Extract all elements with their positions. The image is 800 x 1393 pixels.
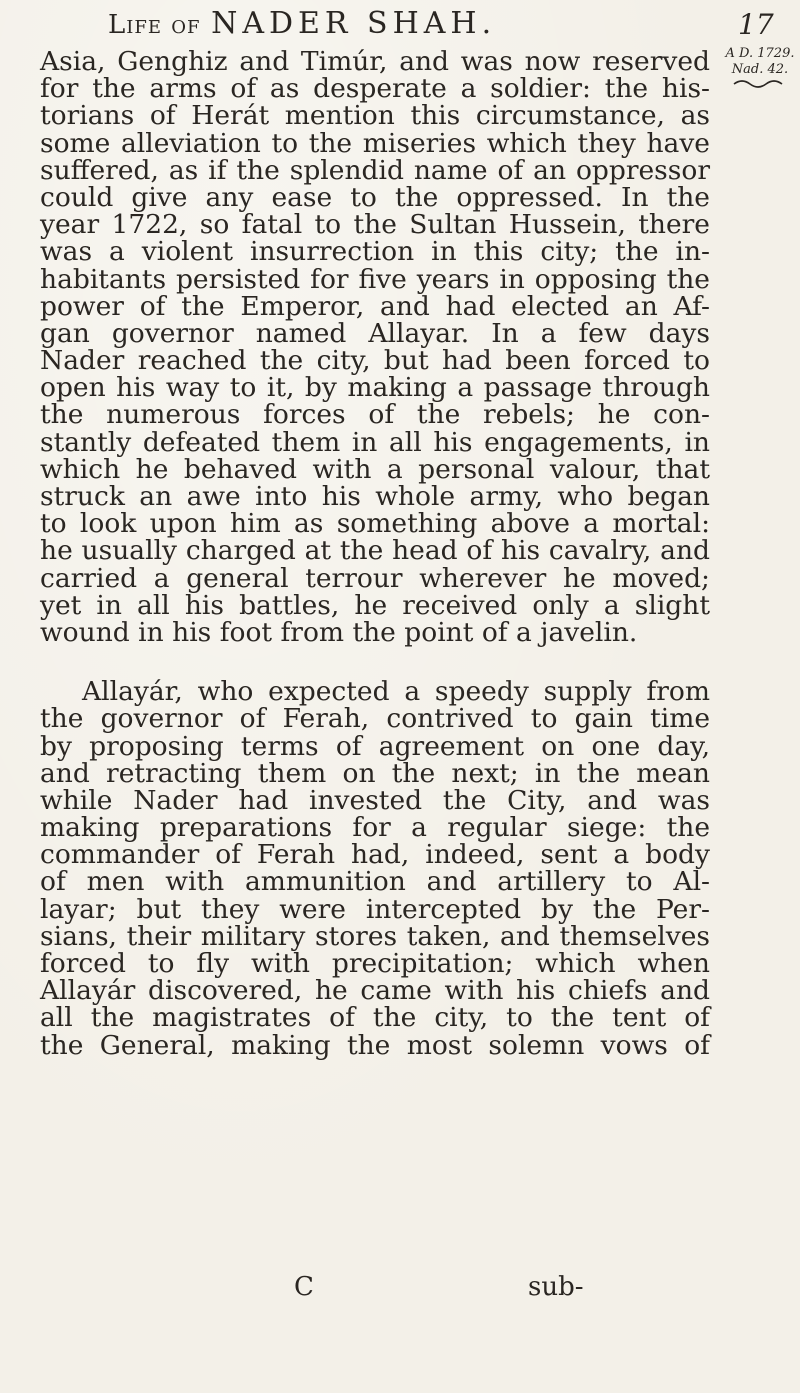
text-line: was a violent insurrection in this city; the in-: [40, 236, 710, 268]
text-line: commander of Ferah had, indeed, sent a body: [40, 839, 710, 871]
text-line: stantly defeated them in all his engagements, in: [40, 426, 710, 458]
text-line: suffered, as if the splendid name of an oppressor: [40, 154, 710, 186]
text-line: for the arms of as desperate a soldier: the his-: [40, 73, 710, 105]
text-line: Allayár, who expected a speedy supply from: [82, 676, 710, 708]
paragraph-gap: [40, 646, 710, 678]
text-line: Nader reached the city, but had been forced to: [40, 345, 710, 377]
margin-note: [724, 46, 796, 90]
text-line: some alleviation to the miseries which they have: [40, 127, 710, 159]
text-line: gan governor named Allayar. In a few days: [40, 317, 710, 349]
body-text: [40, 48, 710, 1059]
text-line: sians, their military stores taken, and themselves: [40, 920, 710, 952]
text-line: to look upon him as something above a mortal:: [40, 508, 710, 540]
margin-note-nader-year: Nad. 42.: [731, 62, 789, 77]
text-line: torians of Herát mention this circumstance, as: [40, 100, 710, 132]
text-line: forced to fly with precipitation; which when: [40, 948, 710, 979]
text-line: habitants persisted for five years in opposing the: [40, 263, 710, 295]
flourish-ornament: [724, 78, 796, 90]
catchword: sub-: [528, 1272, 584, 1302]
text-line: while Nader had invested the City, and was: [40, 784, 710, 816]
text-line: Allayár discovered, he came with his chiefs and: [40, 975, 710, 1007]
text-line: carried a general terrour wherever he moved;: [40, 562, 710, 594]
text-line: Asia, Genghiz and Timúr, and was now reserved: [40, 46, 710, 77]
text-line: could give any ease to the oppressed. In the: [40, 181, 710, 213]
text-line: by proposing terms of agreement on one day,: [40, 730, 710, 762]
running-title-name: NADER SHAH.: [211, 6, 497, 41]
text-line: and retracting them on the next; in the mean: [40, 757, 710, 789]
text-line: making preparations for a regular siege: the: [40, 812, 710, 844]
text-line: struck an awe into his whole army, who began: [40, 481, 710, 512]
text-line: the numerous forces of the rebels; he con-: [40, 399, 710, 431]
text-line: of men with ammunition and artillery to Al-: [40, 866, 710, 898]
margin-note-year: A D. 1729.: [725, 46, 795, 61]
running-title-prefix: Life of: [108, 10, 201, 40]
text-line: all the magistrates of the city, to the tent of: [40, 1002, 710, 1034]
text-line: yet in all his battles, he received only a slight: [40, 589, 710, 621]
running-header: [108, 6, 708, 46]
text-line: layar; but they were intercepted by the Per-: [40, 893, 710, 925]
page-number: 17: [738, 8, 774, 41]
text-line: which he behaved with a personal valour, that: [40, 453, 710, 485]
text-line: wound in his foot from the point of a javelin.: [40, 616, 638, 648]
signature-mark: C: [294, 1272, 314, 1302]
text-line: power of the Emperor, and had elected an Af-: [40, 290, 710, 322]
text-line: he usually charged at the head of his cavalry, and: [40, 535, 710, 567]
text-line: open his way to it, by making a passage through: [40, 372, 710, 404]
text-line: the governor of Ferah, contrived to gain time: [40, 703, 710, 735]
text-line: year 1722, so fatal to the Sultan Hussein, there: [40, 209, 710, 241]
text-line: the General, making the most solemn vows of: [40, 1029, 710, 1061]
